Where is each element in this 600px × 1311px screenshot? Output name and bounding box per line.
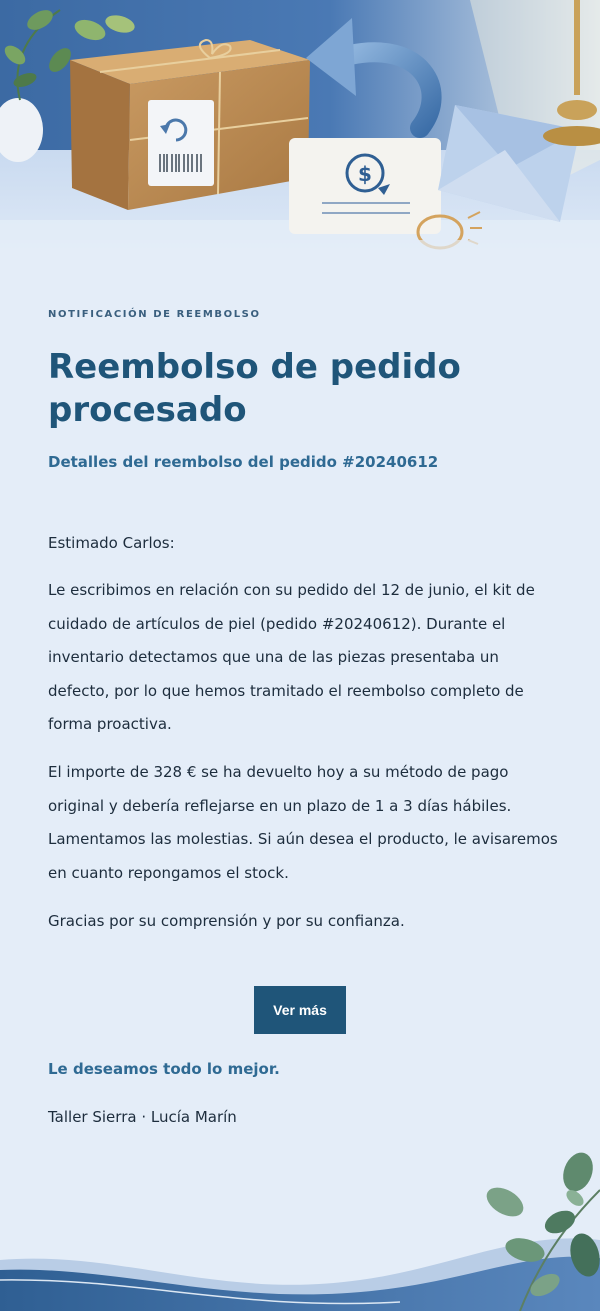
hero-scene xyxy=(0,0,600,280)
ver-mas-button[interactable]: Ver más xyxy=(254,986,346,1034)
signature-text: Taller Sierra · Lucía Marín xyxy=(48,1108,237,1126)
page-title: Reembolso de pedido procesado xyxy=(48,347,461,430)
greeting-text: Estimado Carlos: xyxy=(48,534,175,552)
svg-text:$: $ xyxy=(358,162,372,186)
refund-card xyxy=(289,138,441,234)
page-subtitle: Detalles del reembolso del pedido #20240612 xyxy=(48,453,439,471)
footer-illustration xyxy=(0,1130,600,1311)
leaves-decoration xyxy=(0,1130,600,1311)
paragraph-refund-amount: El importe de 328 € se ha devuelto hoy a su método de pago original y debería reflejarse en un plazo de 1 a 3 días hábiles. Lamentamos las molestias. Si aún desea el producto, le avisaremos en cuanto repongamos el stock. xyxy=(48,763,558,882)
hero-illustration xyxy=(0,0,600,280)
closing-text: Le deseamos todo lo mejor. xyxy=(48,1060,280,1078)
eyebrow-label: NOTIFICACIÓN DE REEMBOLSO xyxy=(48,309,261,320)
paragraph-thanks: Gracias por su comprensión y por su confianza. xyxy=(48,912,405,930)
paragraph-order-info: Le escribimos en relación con su pedido del 12 de junio, el kit de cuidado de artículos de piel (pedido #20240612). Durante el inventario detectamos que una de las piezas presentaba un defecto, por lo que hemos tramitado el reembolso completo de forma proactiva. xyxy=(48,581,535,733)
